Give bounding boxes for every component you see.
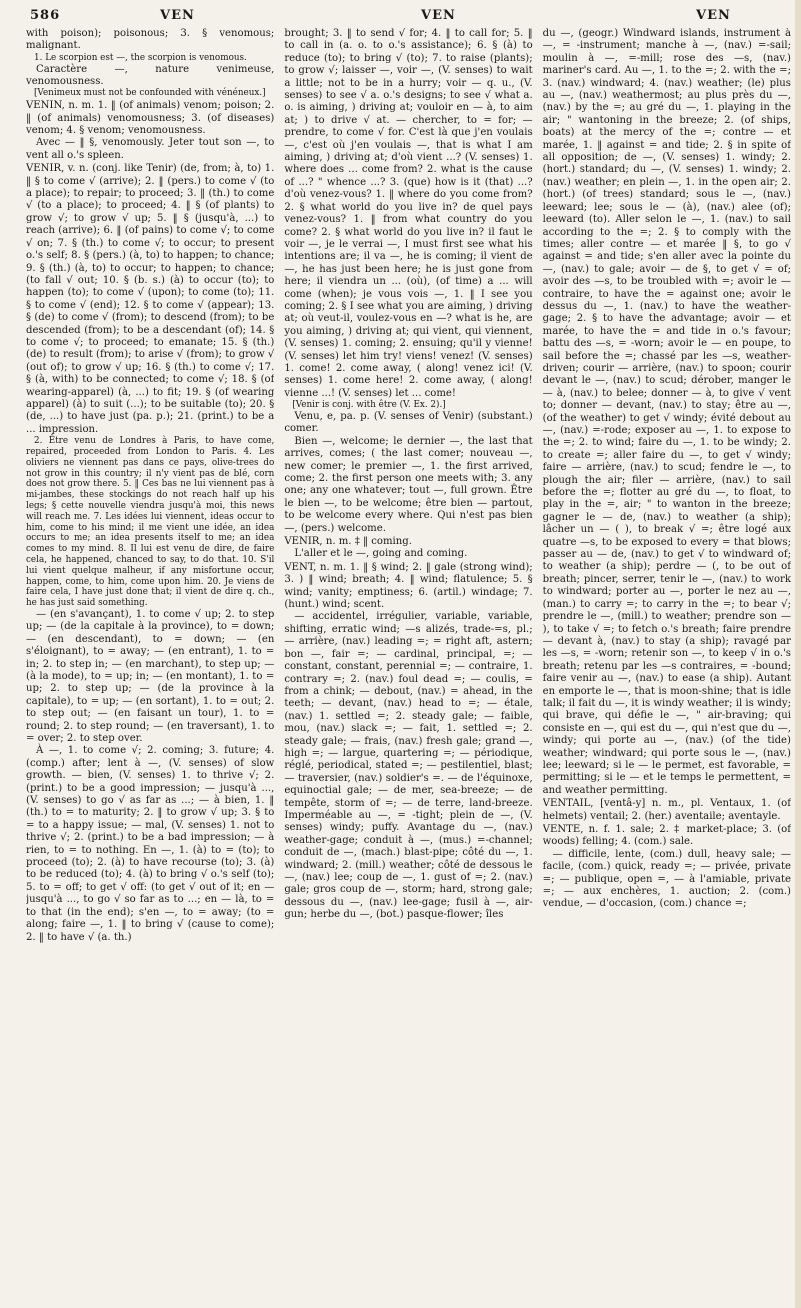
dictionary-paragraph: VENIN, n. m. 1. ‖ (of animals) venom; poison; 2. ‖ (of animals) venomousness; 3. (of diseases) venom; 4. § venom; venomousness.: [26, 100, 275, 137]
dictionary-paragraph: Caractère —, nature venimeuse, venomousness.: [26, 63, 275, 88]
dictionary-paragraph: L'aller et le —, going and coming.: [294, 548, 468, 560]
headword-left: VEN: [160, 8, 195, 23]
dictionary-paragraph: [Venir is conj. with être (V. Ex. 2).]: [292, 400, 446, 411]
dictionary-paragraph: VENTE, n. f. 1. sale; 2. ‡ market-place; 3. (of woods) felling; 4. (com.) sale.: [542, 824, 791, 848]
dictionary-paragraph: 2. Être venu de Londres à Paris, to have come, repaired, proceeded from London to Paris. 4. Les oliviers ne viennent pas dans ce pays, olive-trees do not grow in this country; il n'y vient pas de blé, corn does not grow there. 5. ‖ Ces bas ne lui viennent pas à mi-jambes, these stockings do not reach half up his legs; § cette nouvelle viendra jusqu'à moi, this news will reach me. 7. Les idées lui viennent, ideas occur to him, come to his mind; il me vient une idée, an idea occurs to me; an idea presents itself to me; an idea comes to my mind. 8. Il lui est venu de dire, de faire cela, he happened, chanced to say, to do that. 10. S'il lui vient quelque malheur, if any misfortune occur, happen, come, to him, come upon him. 20. Je viens de faire cela, I have just done that; il vient de dire q. ch., he has just said something.: [26, 436, 275, 609]
running-header: [26, 6, 791, 28]
dictionary-paragraph: Venu, e, pa. p. (V. senses of Venir) (substant.) comer.: [284, 410, 533, 435]
dictionary-paragraph: 1. Le scorpion est —, the scorpion is venomous.: [34, 52, 247, 63]
dictionary-paragraph: VENTAIL, [ventâ-y] n. m., pl. Ventaux, 1. (of helmets) ventail; 2. (her.) aventaile; aventayle.: [542, 798, 791, 822]
page-edge: [795, 0, 801, 1308]
dictionary-paragraph: du —, (geogr.) Windward islands, instrument à —, = -instrument; manche à —, (nav.) =-sail; moulin à —, =-mill; rose des —s, (nav.) mariner's card. Au —, 1. to the =; 2. with the =; 3. (nav.) windward; 4. (nav.) weather; (le) plus au —, (nav.) weathermost; au plus près du —, (nav.) by the =; au gré du —, 1. playing in the air; " wantoning in the breeze; 2. (of ships, boats) at the mercy of the =; contre — et marée, 1. ‖ against = and tide; 2. § in spite of all opposition; de —, (V. senses) 1. windy; 2. (hort.) standard; du —, (V. senses) 1. windy; 2. (nav.) weather; en plein —, 1. in the open air; 2. (hort.) (of trees) standard; sous le —, (nav.) leeward; lee; sous le — (à), (nav.) alee (of); leeward (to). Aller selon le —, 1. (nav.) to sail according to the =; 2. § to comply with the times; aller contre — et marée ‖ §, to go √ against = and tide; s'en aller avec la pointe du —, (nav.) to gale; avoir — de §, to get √ = of; avoir des —s, to be troubled with =; avoir le — contraire, to have the = against one; avoir le dessus du —, 1. (nav.) to have the weather-gage; 2. § to have the advantage; avoir — et marée, to have the = and tide in o.'s favour; battu des —s, = -worn; avoir le — en poupe, to sail before the =; chassé par les —s, weather-driven; courir — arrière, (nav.) to spoon; courir devant le —, (nav.) to scud; dérober, manger le — à, (nav.) to belee; donner — à, to give √ vent to; donner — devant, (nav.) to stay; être au —, (of the weather) to get √ windy; évité debout au —, (nav.) =-rode; exposer au —, 1. to expose to the =; 2. to wind; faire du —, 1. to be windy; 2. to create =; aller faire du —, to get √ windy; faire — arrière, (nav.) to scud; fendre le —, to plough the air; filer — arrière, (nav.) to sail before the =; flotter au gré du —, to float, to play in the =, air; " to wanton in the breeze; gagner le — de, (nav.) to weather (a ship); lâcher un — ( ), to break √ =; être logé aux quatre —s, to be exposed to every = that blows; passer au — de, (nav.) to get √ to windward of; to weather (a ship); perdre — (, to be out of breath; pincer, serrer, tenir le —, (nav.) to work to windward; porter au —, porter le nez au —, (man.) to carry =; to carry in the =; to bear √; prendre le —, (mill.) to weather; prendre son — ), to take √ =; to fetch o.'s breath; faire prendre — devant à, (nav.) to stay (a ship); ravagé par les —s, = -worn; retenir son —, to keep √ in o.'s breath; retenu par les —s contraires, = -bound; faire venir au —, (nav.) to ease (a ship). Autant en emporte le —, that is moon-shine; that is idle talk; il fait du —, it is windy weather; il is windy; qui brave, qui défie le —, " air-braving; qui consiste en —, qui est du —, qui n'est que du —, windy; qui porte au —, (nav.) (of the tide) weather; windward; qui porte sous le —, (nav.) lee; leeward; si le — le permet, est favorable, = permitting; si le — et le temps le permettent, = and weather permitting.: [542, 28, 791, 796]
headword-right: VEN: [696, 8, 731, 23]
column-center: [284, 28, 532, 1298]
dictionary-paragraph: À —, 1. to come √; 2. coming; 3. future; 4. (comp.) after; lent à —, (V. senses) of slow growth. — bien, (V. senses) 1. to thrive √; 2. (print.) to be a good impression; — jusqu'à ..., (V. senses) to go √ as far as ...; — à bien, 1. ‖ (th.) to = to maturity; 2. ‖ to grow √ up; 3. § to = to a happy issue; — mal, (V. senses) 1. not to thrive √; 2. (print.) to be a bad impression; — à rien, to = to nothing. En —, 1. (à) to = (to); to proceed (to); 2. (à) to have recourse (to); 3. (à) to be reduced (to); 4. (à) to bring √ o.'s self (to); 5. to = off; to get √ off: (to get √ out of it; en — jusqu'à ..., to go √ so far as to ...; en — là, to = to that (in the end); s'en —, to = away; (to = along; faire —, 1. ‖ to bring √ (cause to come); 2. ‖ to have √ (a. th.): [26, 745, 275, 943]
dictionary-paragraph: — difficile, lente, (com.) dull, heavy sale; — facile, (com.) quick, ready =; — privée, private =; — publique, open =, — à l'amiable, private =; — aux enchères, 1. auction; 2. (com.) vendue, — d'occasion, (com.) chance =;: [542, 848, 791, 910]
dictionary-paragraph: VENT, n. m. 1. ‖ § wind; 2. ‖ gale (strong wind); 3. ) ‖ wind; breath; 4. ‖ wind; flatulence; 5. § wind; vanity; emptiness; 6. (artil.) windage; 7. (hunt.) wind; scent.: [284, 561, 533, 611]
page-number: 586: [30, 8, 61, 23]
dictionary-paragraph: brought; 3. ‖ to send √ for; 4. ‖ to call for; 5. ‖ to call in (a. o. to o.'s assistance); 6. § (à) to reduce (to); to bring √ (to); 7. to raise (plants); to grow √; laisser —, voir —, (V. senses) to wait a little; not to be in a hurry; voir — q. u., (V. senses) to see √ a. o.'s designs; to see √ what a. o. is aiming, ) driving at; vouloir en — à, to aim at; ) to drive √ at. — chercher, to = for; — prendre, to come √ for. C'est là que j'en voulais —, c'est où j'en voulais —, that is what I am aiming, ) driving at; d'où vient ...? (V. senses) 1. where does ... come from? 2. what is the cause of ...? " whence ...? 3. (que) how is it (that) ...? d'où venez-vous? 1. ‖ where do you come from? 2. § what world do you live in? de quel pays venez-vous? 1. ‖ from what country do you come? 2. § what world do you live in? il faut le voir —, je le verrai —, I must first see what his intentions are; il va —, he is coming; il vient de —, he has just been here; he is just gone from here; il viendra un ... (où), (of time) a ... will come (when); je vous vois —, 1. ‖ I see you coming; 2. § I see what you are aiming, ) driving at; où veut-il, voulez-vous en —? what is he, are you aiming, ) driving at; qui vient, qui viennent, (V. senses) 1. coming; 2. ensuing; qu'il y vienne! (V. senses) let him try! viens! venez! (V. senses) 1. come! 2. come away, ( along! venez ici! (V. senses) 1. come here! 2. come away, ( along! vienne ...! (V. senses) let ... come!: [284, 28, 533, 399]
dictionary-paragraph: Bien —, welcome; le dernier —, the last that arrives, comes; ( the last comer; nouveau —, new comer; le premier —, 1. the first arrived, come; 2. the first person one meets with; 3. any one; any one whatever; tout —, full grown. Être le bien —, to be welcome; être bien — partout, to be welcome every where. Qui n'est pas bien —, (pers.) welcome.: [284, 435, 533, 534]
column-right: [543, 28, 791, 1298]
column-left: [26, 28, 274, 1298]
headword-center: VEN: [421, 8, 456, 23]
dictionary-paragraph: with poison); poisonous; 3. § venomous; malignant.: [26, 28, 275, 52]
text-columns: [26, 28, 791, 1298]
dictionary-paragraph: — (en s'avançant), 1. to come √ up; 2. to step up; — (de la capitale à la province), to = down; — (en descendant), to = down; — (en s'éloignant), to = away; — (en entrant), 1. to = in; 2. to step in; — (en marchant), to step up; — (à la mode), to = up; in; — (en montant), 1. to = up; 2. to step up; — (de la province à la capitale), to = up; — (en sortant), 1. to = out; 2. to step out; — (en faisant un tour), 1. to = round; 2. to step round; — (en traversant), 1. to = over; 2. to step over.: [26, 608, 275, 744]
dictionary-paragraph: — accidentel, irrégulier, variable, variable, shifting, erratic wind; —s alizés, trade-=s, pl.; — arrière, (nav.) leading =; = right aft, astern; bon —, fair =; — cardinal, principal, =; — constant, constant, perennial =; — contraire, 1. contrary =; 2. (nav.) foul dead =; — coulis, = from a chink; — debout, (nav.) = ahead, in the teeth; — devant, (nav.) head to =; — étale, (nav.) 1. settled =; 2. steady gale; — faible, mou, (nav.) slack =; — fait, 1. settled =; 2. steady gale; — frais, (nav.) fresh gale; grand —, high =; — largue, quartering =; — périodique, réglé, periodical, stated =; — pestilentiel, blast; — traversier, (nav.) soldier's =. — de l'équinoxe, equinoctial gale; — de mer, sea-breeze; — de tempête, storm of =; — de terre, land-breeze. Imperméable au —, = -tight; plein de —, (V. senses) windy; puffy. Avantage du —, (nav.) weather-gage; conduit à —, (mus.) =-channel; conduit de —, (mach.) blast-pipe; côté du —, 1. windward; 2. (mill.) weather; côté de dessous le —, (nav.) lee; coup de —, 1. gust of =; 2. (nav.) gale; gros coup de —, storm; hard, strong gale; dessous du —, (nav.) lee-gage; fusil à —, air-gun; herbe du —, (bot.) pasque-flower; îles: [284, 611, 533, 921]
dictionary-paragraph: VENIR, v. n. (conj. like Tenir) (de, from; à, to) 1. ‖ § to come √ (arrive); 2. ‖ (pers.) to come √ (to a place); to repair; to proceed; 3. ‖ (th.) to come √ (to a place); to proceed; 4. ‖ § (of plants) to grow √; to grow √ up; 5. ‖ § (jusqu'à, ...) to reach (arrive); 6. ‖ (of pains) to come √; to come √ on; 7. § (th.) to come √; to occur; to present o.'s self; 8. § (pers.) (à, to) to happen; to chance; 9. § (th.) (à, to) to occur; to happen; to chance; (to fall √ out; 10. § (b. s.) (à) to occur (to); to happen (to); to come √ (upon); to come (to); 11. § to come √ (end); 12. § to come √ (appear); 13. § (de) to come √ (from); to descend (from); to be descended (from); to be a descendant (of); 14. § to come √; to proceed; to emanate; 15. § (th.) (de) to result (from); to arise √ (from); to grow √ (out of); to grow √ up; 16. § (th.) to come √; 17. § (à, with) to be connected; to come √; 18. § (of wearing-apparel) (à, ...) to fit; 19. § (of wearing apparel) (à) to suit (...); to be suitable (to); 20. § (de, ...) to have just (pa. p.); 21. (print.) to be a ... impression.: [26, 163, 275, 435]
dictionary-paragraph: Avec — ‖ §, venomously. Jeter tout son —, to vent all o.'s spleen.: [26, 137, 275, 161]
dictionary-paragraph: VENIR, n. m. ‡ ‖ coming.: [284, 536, 412, 548]
dictionary-paragraph: [Venimeux must not be confounded with vénéneux.]: [34, 88, 266, 99]
